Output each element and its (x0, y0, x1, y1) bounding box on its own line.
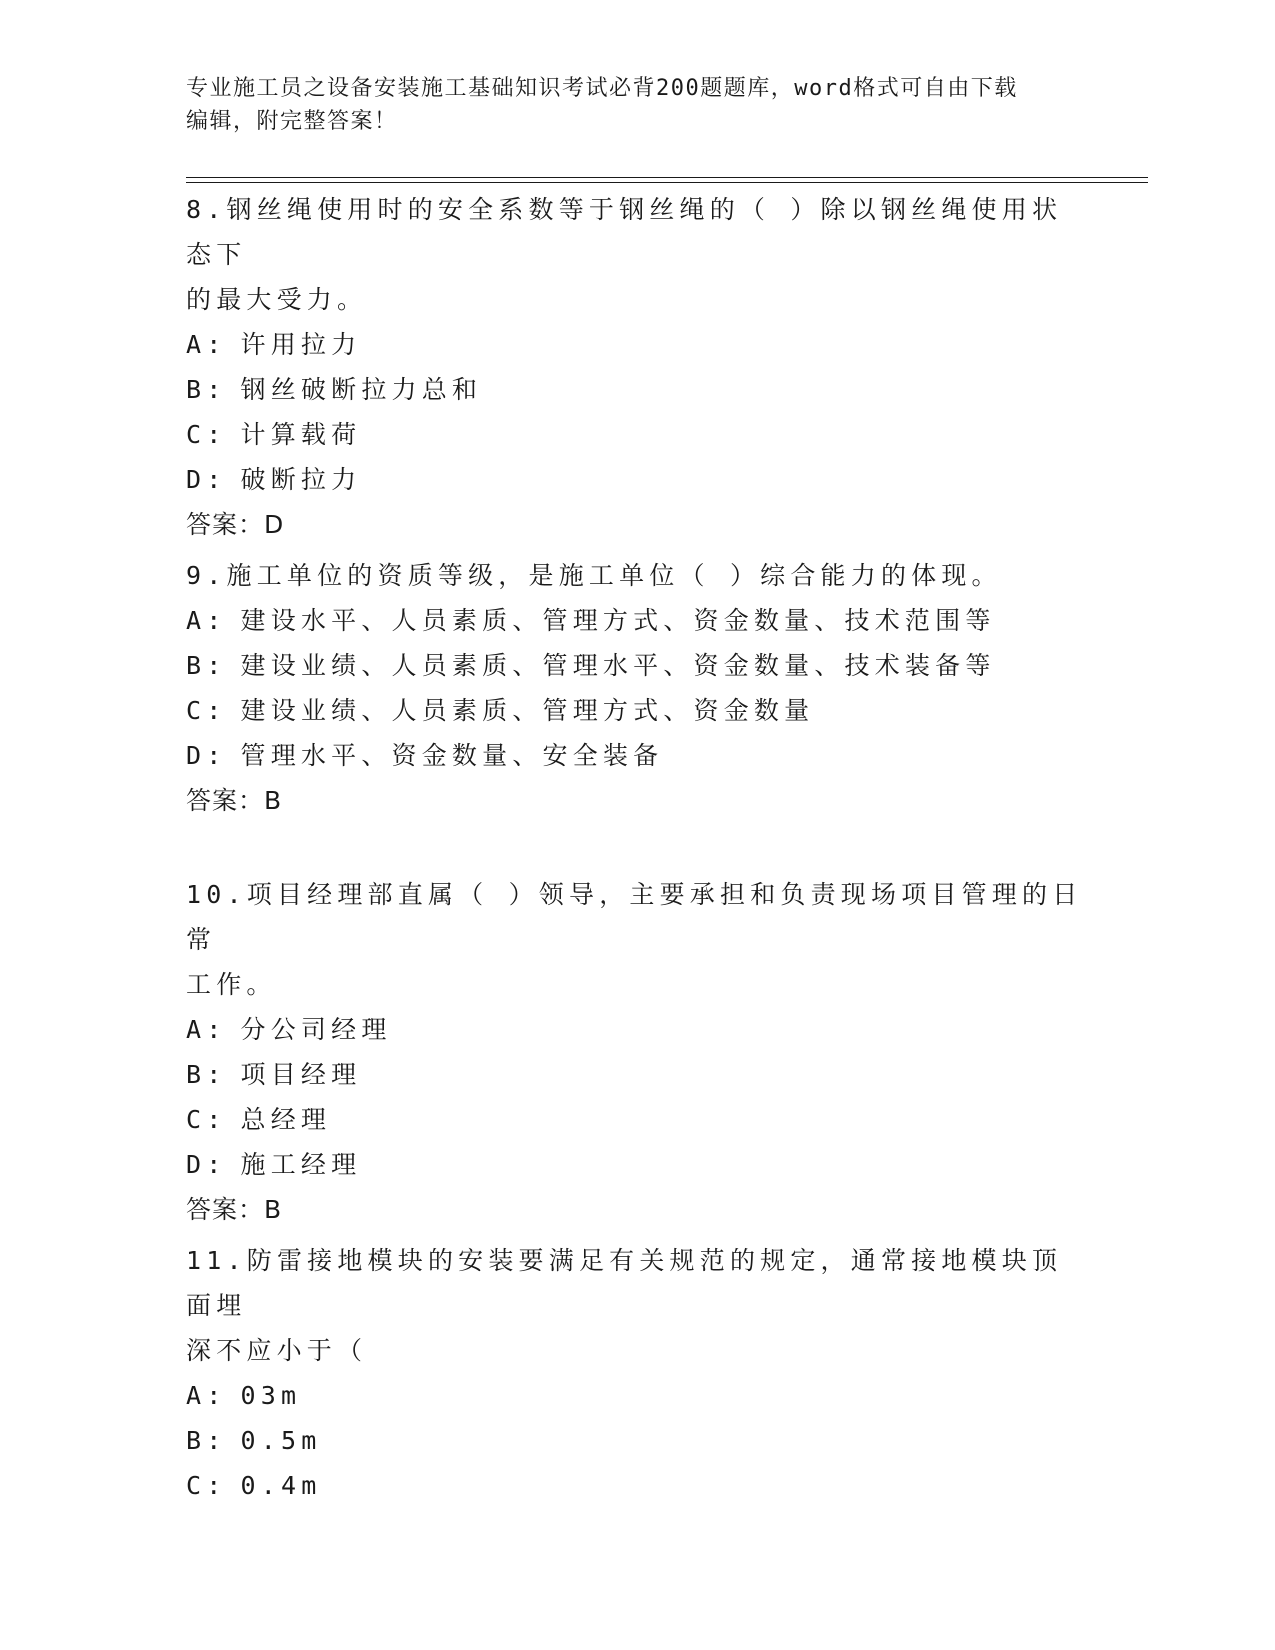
option-key: D: (186, 465, 227, 494)
question-9 (186, 553, 1086, 823)
option-text: 分公司经理 (240, 1015, 392, 1044)
question-stem-line-2: 工作。 (186, 970, 277, 999)
question-stem-line-1: 8.钢丝绳使用时的安全系数等于钢丝绳的（ ）除以钢丝绳使用状态下 (186, 195, 1063, 269)
option-a (186, 1007, 1086, 1052)
option-b (186, 1418, 1086, 1463)
question-stem-line-1: 10.项目经理部直属（ ）领导，主要承担和负责现场项目管理的日常 (186, 880, 1083, 954)
option-c (186, 1463, 1086, 1508)
option-d (186, 457, 1086, 502)
option-key: A: (186, 606, 227, 635)
option-key: C: (186, 696, 227, 725)
document-header (186, 72, 1086, 138)
option-key: C: (186, 1471, 227, 1500)
header-line-2: 编辑，附完整答案！ (186, 109, 398, 134)
option-text: 计算载荷 (240, 420, 362, 449)
answer-line: 答案：B (186, 1195, 283, 1224)
option-b (186, 367, 1086, 412)
header-line-1: 专业施工员之设备安装施工基础知识考试必背200题题库，word格式可自由下载 (186, 76, 1018, 101)
option-key: B: (186, 651, 227, 680)
option-key: B: (186, 1426, 227, 1455)
option-c (186, 1097, 1086, 1142)
answer-line: 答案：B (186, 786, 283, 815)
option-d (186, 733, 1086, 778)
option-d (186, 1142, 1086, 1187)
question-11 (186, 1238, 1086, 1508)
option-text: 钢丝破断拉力总和 (240, 375, 483, 404)
header-rule-bottom (186, 182, 1148, 183)
option-key: B: (186, 375, 227, 404)
question-stem-line-1: 9.施工单位的资质等级，是施工单位（ ）综合能力的体现。 (186, 561, 1002, 590)
question-stem-line-1: 11.防雷接地模块的安装要满足有关规范的规定，通常接地模块顶面埋 (186, 1246, 1063, 1320)
option-text: 许用拉力 (240, 330, 362, 359)
question-stem-line-2: 的最大受力。 (186, 285, 368, 314)
option-text: 0.4m (240, 1471, 322, 1500)
option-key: A: (186, 1381, 227, 1410)
option-key: D: (186, 1150, 227, 1179)
option-c (186, 412, 1086, 457)
option-text: 管理水平、资金数量、安全装备 (240, 741, 664, 770)
question-stem-line-2: 深不应小于（ (186, 1336, 368, 1365)
option-text: 总经理 (240, 1105, 332, 1134)
option-a (186, 1373, 1086, 1418)
question-10 (186, 872, 1086, 1232)
option-c (186, 688, 1086, 733)
option-key: D: (186, 741, 227, 770)
option-text: 0.5m (240, 1426, 322, 1455)
option-text: 破断拉力 (240, 465, 362, 494)
option-text: 建设水平、人员素质、管理方式、资金数量、技术范围等 (240, 606, 996, 635)
option-key: A: (186, 1015, 227, 1044)
option-text: 项目经理 (240, 1060, 362, 1089)
option-b (186, 1052, 1086, 1097)
option-key: C: (186, 1105, 227, 1134)
option-text: 建设业绩、人员素质、管理水平、资金数量、技术装备等 (240, 651, 996, 680)
option-a (186, 598, 1086, 643)
option-text: 03m (240, 1381, 302, 1410)
option-key: C: (186, 420, 227, 449)
option-text: 建设业绩、人员素质、管理方式、资金数量 (240, 696, 815, 725)
header-rule-top (186, 177, 1148, 178)
answer-line: 答案：D (186, 510, 285, 539)
option-b (186, 643, 1086, 688)
option-key: A: (186, 330, 227, 359)
option-a (186, 322, 1086, 367)
option-text: 施工经理 (240, 1150, 362, 1179)
option-key: B: (186, 1060, 227, 1089)
question-8 (186, 187, 1086, 547)
